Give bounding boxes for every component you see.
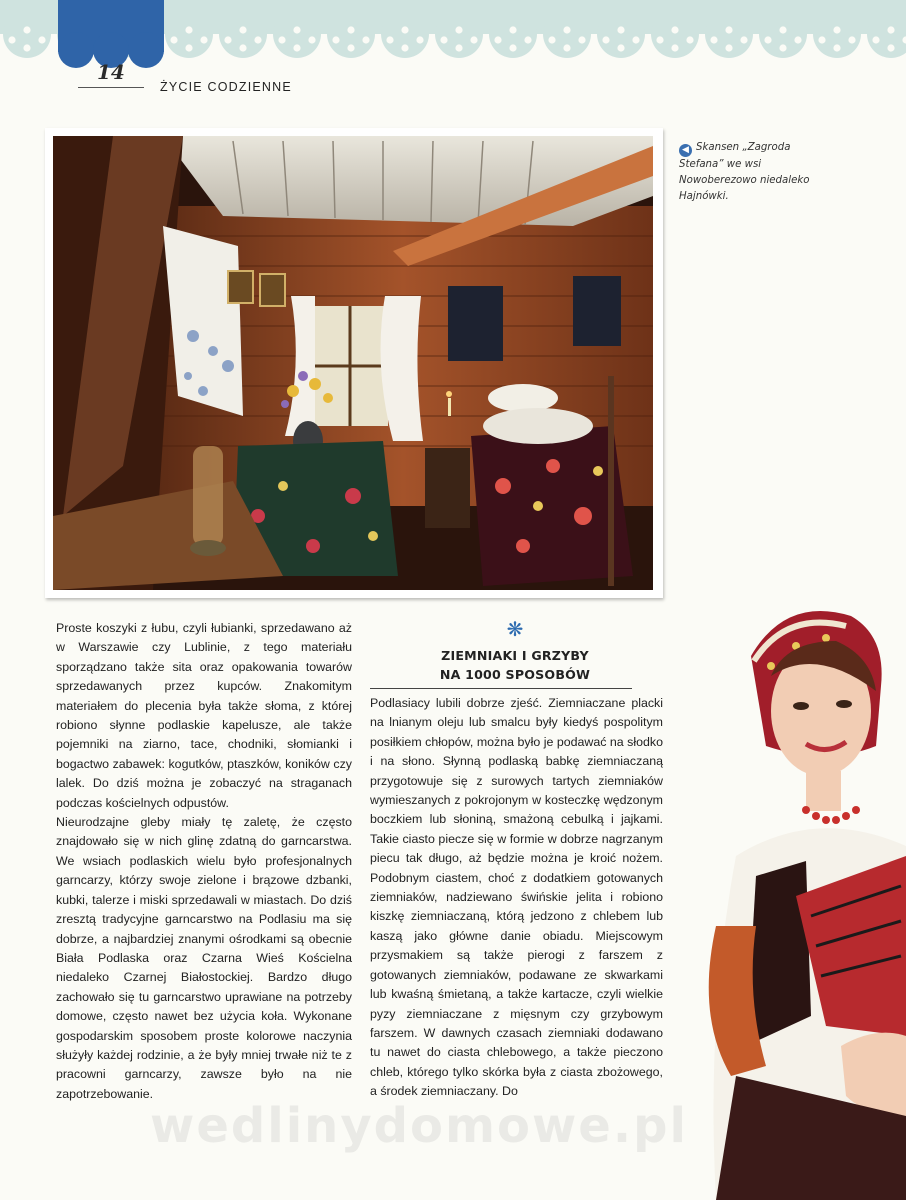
watermark: wedlinydomowe.pl — [150, 1098, 688, 1154]
sidebar-header — [370, 617, 660, 684]
paragraph-2: Nieurodzajne gleby miały tę zaletę, że często znajdowało się w nich glinę zdatną do garncarstwa. We wsiach podlaskich wielu było profesjonalnych garncarzy, którzy swoje zielone i brązowe dzbanki, kubki, talerze i miski sprzedawali w miastach. Do dziś zresztą tradycyjne garncarstwo na Podlasiu ma się dobrze, a najbardziej znanymi ośrodkami są obecnie Biała Podlaska oraz Czarna Wieś Kościelna niedaleko Czarnej Białostockiej. Bardzo długo zachowało się tu garncarstwo uprawiane na potrzeby domowe, często nawet bez użycia koła. Wykonane gospodarskim sposobem proste kolorowe naczynia służyły każdej rodzinie, a że były mniej trwałe niż te z pracowni garncarzy, zawsze było na nie zapotrzebowanie. — [56, 815, 352, 1101]
sidebar-title-line1: ZIEMNIAKI I GRZYBY — [441, 648, 589, 663]
page-number: 14 — [97, 60, 125, 84]
sidebar-title — [370, 646, 660, 684]
sidebar-title-line2: NA 1000 SPOSOBÓW — [439, 667, 591, 682]
sidebar-rule — [370, 688, 632, 689]
paragraph-1: Proste koszyki z łubu, czyli łubianki, sprzedawano aż w Warszawie czy Lublinie, z tego materiału sporządzano także sita oraz opakowania towarów sprzedawanych przez kupców. Znakomitym materiałem do plecenia była także słoma, z której robiono słynne podlaskie kapelusze, ale także pojemniki na ziarno, tace, chodniki, słomianki i bogactwo zabawek: kogutków, ptaszków, koników czy lalek. Do dziś można je zobaczyć na straganach podczas kościelnych odpustów. — [56, 621, 352, 810]
sidebar-paragraph: Podlasiacy lubili dobrze zjeść. Ziemniaczane placki na lnianym oleju lub smalcu były kiedyś pospolitym posiłkiem chłopów, można było je podawać na słodko i na słono. Słynną podlaską babkę ziemniaczaną przygotowuje się z surowych tartych ziemniaków wymieszanych z pokrojonym w kosteczkę wędzonym boczkiem lub słoniną, smażoną cebulką i jajkami. Takie ciasto piecze się w formie w dobrze nagrzanym piecu tak długo, aż będzie można je kroić nożem. Podobnym ciastem, choć z dodatkiem gotowanych ziemniaków, nadziewano świńskie jelita i robiono kiszkę ziemniaczaną, którą jedzono z chlebem lub kaszą jako główne danie obiadu. Miejscowym przysmakiem są także pierogi z farszem z gotowanych ziemniaków, podawane ze skwarkami lub kwaśną śmietaną, a także kartacze, czyli wielkie pyzy ziemniaczane z mięsnym czy grzybowym farszem. W dawnych czasach ziemniaki dodawano tu nawet do ciasta chlebowego, a także pieczono chleb, którego tylko skórka była z ciasta zbożowego, a środek ziemniaczany. Do — [370, 696, 663, 1099]
snowflake-ornament-icon: ❋ — [506, 619, 524, 641]
sidebar-text-column — [370, 694, 663, 1102]
photo-caption — [679, 140, 829, 205]
page-number-rule — [78, 87, 144, 88]
caption-arrow-icon: ◀ — [679, 144, 692, 157]
skansen-interior-photo — [53, 136, 653, 590]
main-text-column — [56, 619, 352, 1104]
section-title: ŻYCIE CODZIENNE — [160, 80, 292, 94]
lace-border — [0, 0, 906, 80]
photo-caption-text: Skansen „Zagroda Stefana” we wsi Nowoberezowo niedaleko Hajnówki. — [679, 142, 810, 202]
photo-frame — [45, 128, 663, 598]
